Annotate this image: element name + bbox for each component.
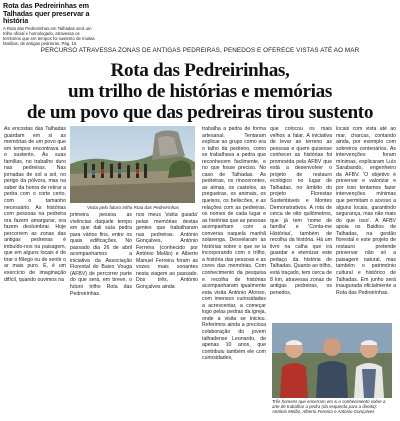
front-page-teaser bbox=[3, 2, 97, 46]
headline-line-1: Rota das Pedreirinhas, bbox=[110, 60, 290, 81]
photo-caption-2: Três homens que encerram em si o conhecimento sobre a arte de trabalhar a pedra (da esquerda para a direita): António Melão, Alberto Ferreira e António Gonçalves bbox=[272, 399, 386, 415]
article-kicker: PERCURSO ATRAVESSA ZONAS DE ANTIGAS PEDREIRAS, PENEDOS E OFERECE VISTAS ATÉ AO MAR bbox=[40, 47, 360, 54]
article-headline bbox=[0, 60, 400, 123]
article-column-2: primeira pessoa as vivências daquele tempo em que dali saía pedra para vários fins, entre os quais edificações. No passado dia 26 de abril acompanhamos a iniciativa da Associação Florestal do Baixo Vouga (AFBV) de percorrer parte do que será, em breve, o futuro trilho Rota das Pedreirinhas. bbox=[70, 212, 132, 297]
article-column-5: locais com vista até ao mar, charcas, contando ainda, por exemplo com sobreiros centenários. As intervenções foram mínimas, explicaram Luís Sarabando, engenheiro da AFBV. 'O objetivo é preservar e valorizar e por isso tentamos fazer intervenções mínimas que permitam o acesso a alguns locais, garantindo segurança, mas não mais do que isso'. A AFBV apoia os Baldios de Talhadas, na gestão florestal e este projeto de restauro pretende preservar não só a paisagem natural, mas também o património cultural e histórico de Talhadas. Em junho será inaugurada oficialmente a Rota das Pedreirinhas. bbox=[336, 126, 396, 296]
photo-caption-1: Visita pelo futuro trilho Rota das Pedreirinhas bbox=[86, 205, 180, 210]
article-column-3: trabalha a pedra de forma artesanal. Tentaram explicar ao grupo como era o talho da pedreiro, como se trabalhava a pedra que reconhecem facilmente, e no que fosse preciso. No caso de Talhadas. As pedreiras, os rinocerontes, as almas, os castelos, as pregueiras, os animais, os queixos, os beliscões, e as relações com as pedreiras, os nomes de cada lugar e as histórias que as pessoas acompanham com a conversa naquela manhã solarenga. Desvelaram as histórias sobre o que se ia incorporando com o trilho, a história das pessoas e as cores das memórias. Com conhecimento da pesquisa e recolha de histórias acompanharam igualmente esta visita António Afonso, com imensos curiosidades a acrescentar, a começar logo pelas pedras da igreja, onde a visita se iniciou. Referimos ainda a preciosa colaboração do jovem talhadense Leonardo, de apenas 10 anos, que contribuiu também ele com curiosidades, bbox=[202, 126, 266, 362]
headline-line-2: um trilho de histórias e memórias bbox=[68, 81, 332, 102]
article-column-4: que colocou os mais velhos a falar. A iniciativa de levar ao terreno as pessoas e quem quisesse conhecer as histórias foi promovida pela AFBV que está a desenvolver o projeto de restauro ecológico no lugar de Talhadas, no âmbito do projeto Florestas Sustentáveis e Montes Demonstrativos. A rota de cerca de oito quilómetros, que já tem 'nome de família' e 'Conta-me Histórias', também de recolha da história. Há um livro na calha que irá guardar e eternizar este pedaço da história de Talhadas. Quanto ao trilho, está traçado, tem cerca de 8 km, atravessa zonas de antigas pedreiras, os penedos, bbox=[270, 126, 332, 296]
three-men-photo bbox=[272, 323, 392, 398]
group-hike-photo bbox=[70, 126, 195, 203]
headline-line-3: de um povo que das pedreiras tirou sustento bbox=[26, 102, 374, 123]
article-column-1: As encostas das Talhadas guardam em si as memórias de um povo que em tempos encontrava ali o sustento. Às suas famílias, no trabalho duro nas pedreiras. Nas jornadas de sol a sol, no perigo da pólvora, mas na saber da honra de retirar a pedra com o corte certo, com o tamanho necessário. As histórias com pessoas na pedreira ora fazem amargurar, ora fazem deslumbrar. Hoje percorrem as zonas das antigas pedreiras é imbuído-nos na paisagem, que em alguns locais é de tirar o fôlego ou de sentir o ar mais puro. É, é um exercício de imaginação difícil, quando ouvimos na bbox=[4, 126, 66, 283]
article-column-2b: nos meus 'visita guiada' pelas memórias destas gentes que trabalharam nas pedreiras. António Gonçalves, António Ferreira (conhecido por António Melão) e Alberto Manuel Ferreira foram as vozes mais sonantes nesta viagem ao passado. Dos três, António Gonçalves ainda bbox=[136, 212, 198, 291]
teaser-headline: Rota das Pedreirinhas em Talhadas quer preservar a história bbox=[3, 1, 90, 26]
teaser-text: A Rota das Pedreirinhas em Talhadas será um trilho oficial e homologado, atravessa os territórios que em tempos foi sustento de muitas famílias, de antigas pedreiras. Pág. 16 bbox=[3, 25, 95, 46]
